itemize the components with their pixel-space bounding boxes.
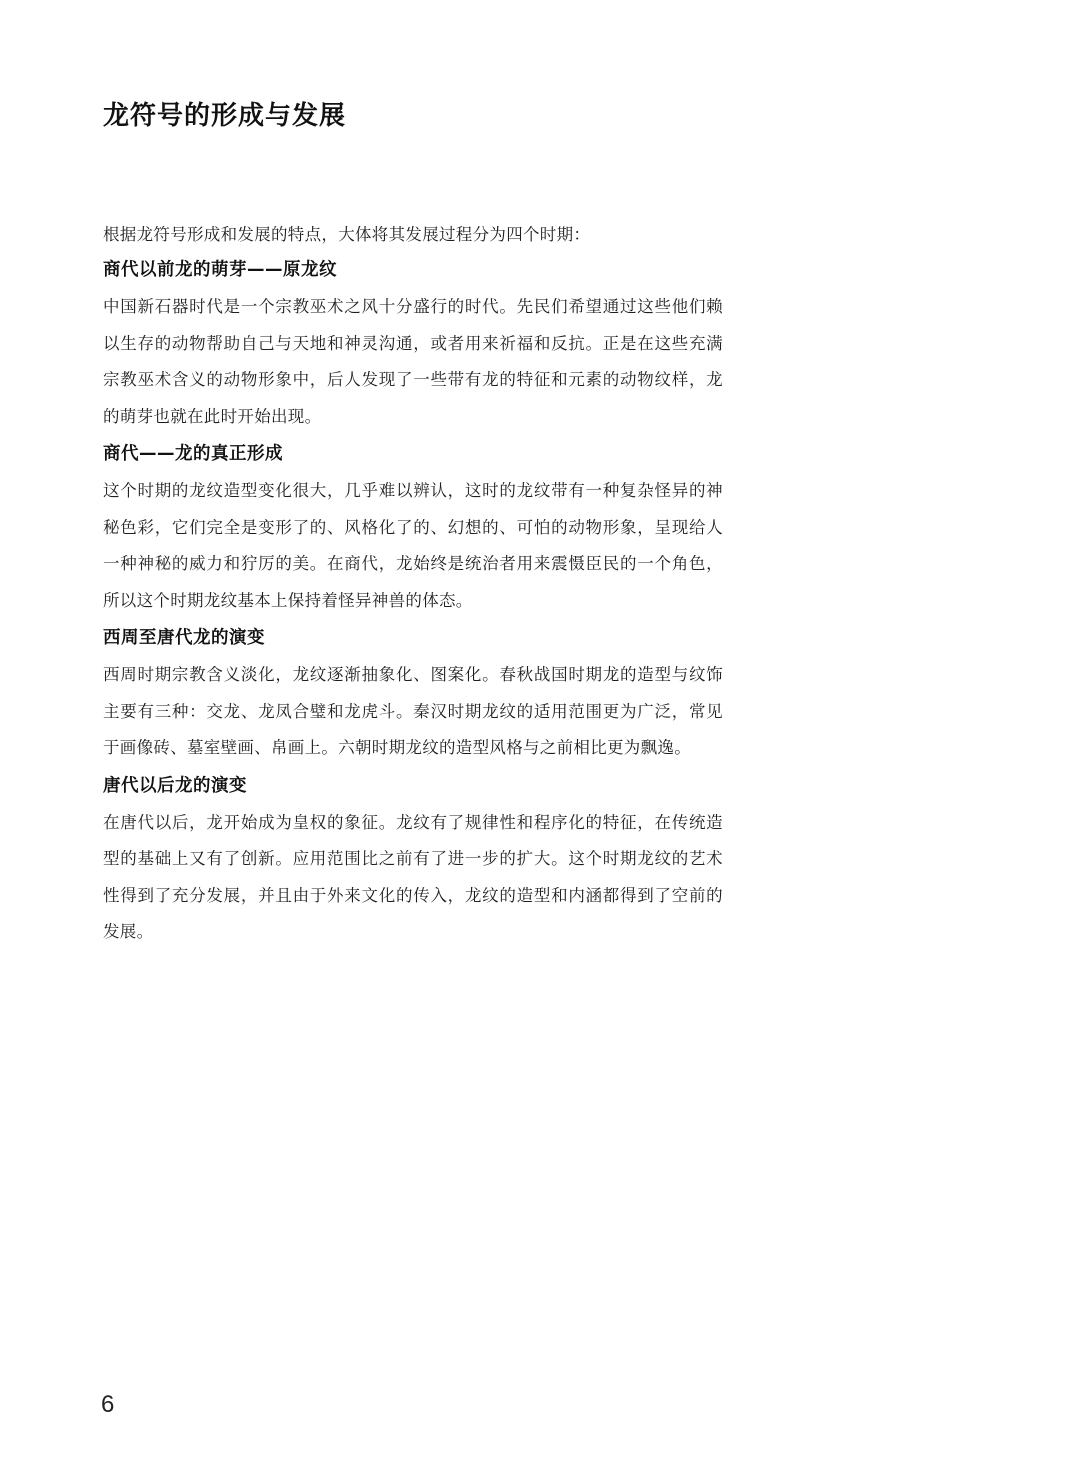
section-shang-dynasty (103, 439, 723, 619)
section-paragraph: 中国新石器时代是一个宗教巫术之风十分盛行的时代。先民们希望通过这些他们赖以生存的动物帮助自己与天地和神灵沟通，或者用来祈福和反抗。正是在这些充满宗教巫术含义的动物形象中，后人发现了一些带有龙的特征和元素的动物纹样，龙的萌芽也就在此时开始出现。 (103, 297, 723, 426)
page-number: 6 (101, 1391, 115, 1418)
article-content (103, 222, 723, 955)
page-title: 龙符号的形成与发展 (103, 101, 347, 131)
intro-paragraph: 根据龙符号形成和发展的特点，大体将其发展过程分为四个时期： (103, 225, 591, 244)
section-after-tang (103, 771, 723, 951)
section-western-zhou-to-tang (103, 623, 723, 767)
section-proto-dragon (103, 255, 723, 435)
section-heading: 唐代以后龙的演变 (103, 775, 247, 796)
section-heading: 商代——龙的真正形成 (103, 444, 283, 464)
section-paragraph: 西周时期宗教含义淡化，龙纹逐渐抽象化、图案化。春秋战国时期龙的造型与纹饰主要有三种：交龙、龙凤合璧和龙虎斗。秦汉时期龙纹的适用范围更为广泛，常见于画像砖、墓室壁画、帛画上。六朝时期龙纹的造型风格与之前相比更为飘逸。 (103, 665, 723, 757)
section-heading: 西周至唐代龙的演变 (103, 628, 265, 648)
section-paragraph: 这个时期的龙纹造型变化很大，几乎难以辨认，这时的龙纹带有一种复杂怪异的神秘色彩，它们完全是变形了的、风格化了的、幻想的、可怕的动物形象，呈现给人一种神秘的威力和狞厉的美。在商代，龙始终是统治者用来震慑臣民的一个角色，所以这个时期龙纹基本上保持着怪异神兽的体态。 (103, 481, 723, 610)
section-heading: 商代以前龙的萌芽——原龙纹 (103, 260, 337, 280)
section-paragraph: 在唐代以后，龙开始成为皇权的象征。龙纹有了规律性和程序化的特征，在传统造型的基础上又有了创新。应用范围比之前有了进一步的扩大。这个时期龙纹的艺术性得到了充分发展，并且由于外来文化的传入，龙纹的造型和内涵都得到了空前的发展。 (103, 812, 723, 941)
